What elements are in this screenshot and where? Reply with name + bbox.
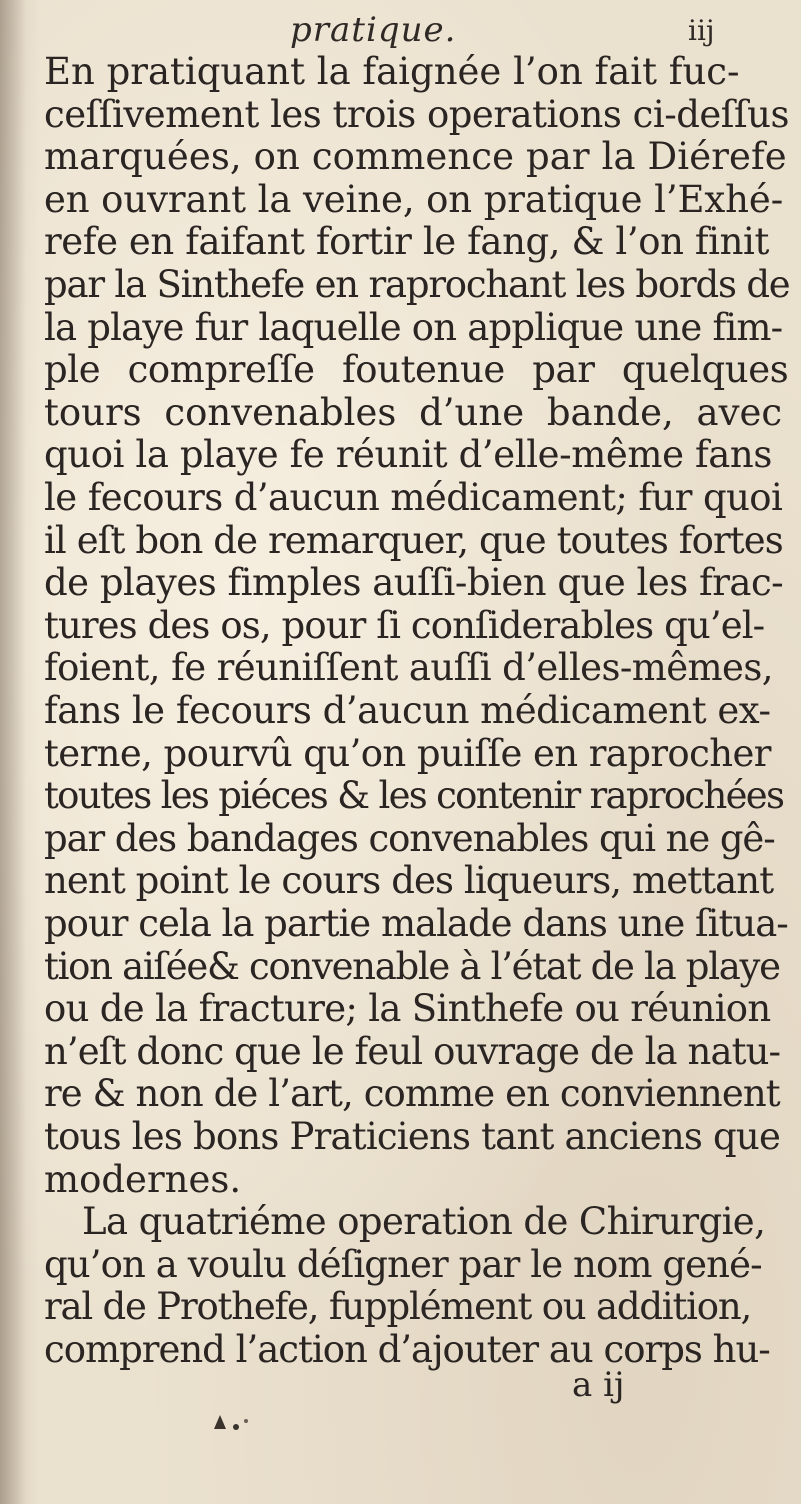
text-line: qu’on a voulu déſigner par le nom gené- bbox=[44, 1242, 762, 1286]
text-line: fans le fecours d’aucun médicament ex- bbox=[44, 689, 771, 732]
text-line: en ouvrant la veine, on pratique l’Exhé- bbox=[44, 177, 784, 221]
running-title: pratique. bbox=[290, 10, 457, 50]
binding-shadow bbox=[0, 0, 26, 1504]
signature-mark: a ij bbox=[572, 1364, 625, 1405]
text-line: le fecours d’aucun médicament; fur quoi bbox=[44, 476, 783, 519]
text-line: ple compreſſe foutenue par quelques bbox=[44, 348, 789, 392]
text-line: ou de la fracture; la Sinthefe ou réunion bbox=[44, 987, 771, 1031]
text-line: La quatriéme operation de Chirurgie, bbox=[82, 1200, 766, 1244]
text-line: n’eſt donc que le feul ouvrage de la natu- bbox=[44, 1029, 781, 1073]
text-line: par la Sinthefe en raprochant les bords de bbox=[44, 263, 790, 306]
text-line: tion aiſée& convenable à l’état de la playe bbox=[44, 944, 780, 988]
running-head bbox=[0, 6, 801, 52]
text-line: ral de Prothefe, fupplément ou addition, bbox=[44, 1285, 752, 1329]
text-line: toutes les piéces & les contenir raprochées bbox=[44, 774, 784, 818]
text-line: foient, fe réuniſſent auſſi d’elles-mêmes, bbox=[44, 646, 773, 690]
text-line: marquées, on commence par la Diérefe bbox=[44, 135, 787, 179]
text-line: tous les bons Praticiens tant anciens que bbox=[44, 1115, 781, 1158]
text-line: tures des os, pour ſi conſiderables qu’el- bbox=[44, 603, 765, 647]
text-line: modernes. bbox=[44, 1157, 242, 1201]
text-line: par des bandages convenables qui ne gê- bbox=[44, 816, 775, 860]
text-line: re & non de l’art, comme en conviennent bbox=[44, 1072, 780, 1116]
page-number: iij bbox=[688, 14, 715, 47]
text-line: ceſſivement les trois operations ci-deſſus bbox=[44, 92, 789, 136]
text-line: tours convenables d’une bande, avec bbox=[44, 390, 783, 434]
text-line: la playe fur laquelle on applique une fim- bbox=[44, 305, 783, 349]
text-line: de playes fimples auſſi-bien que les frac- bbox=[44, 561, 784, 605]
ornament-mark bbox=[206, 1407, 286, 1447]
text-line: En pratiquant la faignée l’on fait fuc- bbox=[44, 50, 740, 93]
text-line: comprend l’action d’ajouter au corps hu- bbox=[44, 1328, 770, 1371]
text-line: quoi la playe fe réunit d’elle-même fans bbox=[44, 433, 772, 477]
text-line: nent point le cours des liqueurs, mettant bbox=[44, 859, 774, 903]
text-line: il eſt bon de remarquer, que toutes fortes bbox=[44, 518, 783, 562]
text-line: terne, pourvû qu’on puiſſe en raprocher bbox=[44, 731, 771, 775]
text-line: pour cela la partie malade dans une ſitua- bbox=[44, 902, 788, 945]
text-line: refe en faifant fortir le fang, & l’on finit bbox=[44, 220, 769, 264]
